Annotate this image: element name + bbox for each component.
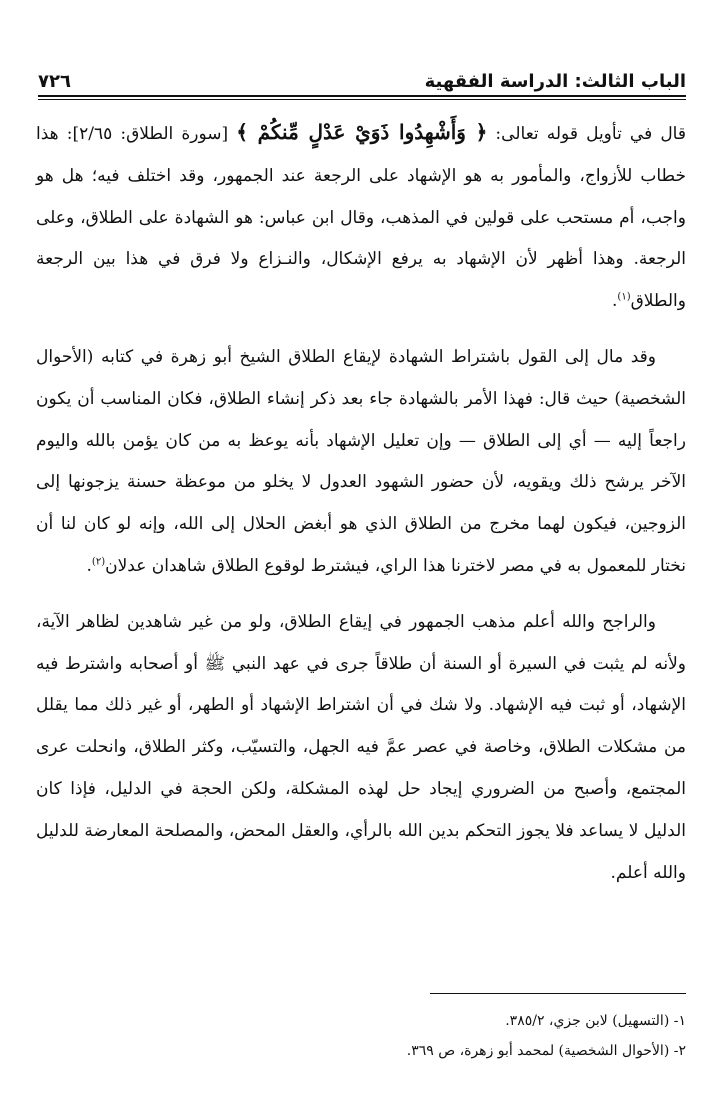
header-rule (38, 95, 686, 97)
paragraph-3 (36, 602, 686, 895)
footnote-2: ٢- (الأحوال الشخصية) لمحمد أبو زهرة، ص ٣٦٩. (406, 1043, 686, 1059)
paragraph-2 (36, 337, 686, 588)
footnote-separator (430, 993, 686, 994)
header-rule-thin (38, 99, 686, 100)
page-header (38, 58, 686, 92)
footnote-ref-2[interactable]: (٢) (91, 556, 106, 568)
chapter-title: الباب الثالث: الدراسة الفقهية (424, 71, 686, 92)
footnote-1: ١- (التسهيل) لابن جزي، ٣٨٥/٢. (505, 1013, 686, 1029)
footnotes (36, 1006, 686, 1066)
body-text (36, 112, 686, 908)
paragraph-2-end: . (86, 555, 92, 576)
paragraph-1 (36, 112, 686, 323)
paragraph-2-body: وقد مال إلى القول باشتراط الشهادة لإيقاع الطلاق الشيخ أبو زهرة في كتابه (الأحوال الشخصية) حيث قال: فهذا الأمر بالشهادة جاء بعد ذكر إنشاء الطلاق، فكان المناسب أن يكون راجعاً إليه — أي إلى الطلاق — وإن تعليل الإشهاد بأنه يوعظ به من كان يؤمن بالله واليوم الآخر يرشح ذلك ويقويه، لأن حضور الشهود العدول لا يخلو من موعظة حسنة يزجونها إلى الزوجين، فيكون لهما مخرج من الطلاق الذي هو أبغض الحلال إلى الله، وإنه لو كان لنا أن نختار للمعمول به في مصر لاخترنا هذا الراي، فيشترط لوقوع الطلاق شاهدان عدلان (36, 346, 686, 576)
footnote-ref-1[interactable]: (١) (617, 291, 631, 303)
paragraph-3-body: والراجح والله أعلم مذهب الجمهور في إيقاع الطلاق، ولو من غير شاهدين لظاهر الآية، ولأنه لم يثبت في السيرة أو السنة أن طلاقاً جرى في عهد النبي ﷺ أو أصحابه واشترط فيه الإشهاد، أو ثبت فيه الإشهاد. ولا شك في أن اشتراط الإشهاد أو الطهر، أو غير ذلك مما يقلل من مشكلات الطلاق، وخاصة في عصر عمَّ فيه الجهل، والتسيّب، وكثر الطلاق، وانحلت عرى المجتمع، وأصبح من الضروري إيجاد حل لهذه المشكلة، ولكن الحجة في الدليل، فإذا كان الدليل لا يساعد فلا يجوز التحكم بدين الله بالرأي، والعقل المحض، والمصلحة المعارضة للدليل والله أعلم. (36, 611, 686, 883)
paragraph-1-intro: قال في تأويل قوله تعالى: (487, 124, 686, 144)
page-number: ٧٢٦ (38, 71, 71, 92)
paragraph-1-end: . (612, 291, 618, 312)
paragraph-1-body: [سورة الطلاق: ٢/٦٥]: هذا خطاب للأزواج، والمأمور به هو الإشهاد على الرجعة عند الجمهور، وقد اختلف فيه؛ هل هو واجب، أم مستحب على قولين في المذهب، وقال ابن عباس: هو الشهادة على الطلاق، وعلى الرجعة. وهذا أظهر لأن الإشهاد به يرفع الإشكال، والنـزاع ولا فرق في هذا بين الرجعة والطلاق (36, 124, 686, 312)
quran-verse: ﴿ وَأَشْهِدُوا ذَوَيْ عَدْلٍ مِّنكُمْ ﴾ (236, 120, 488, 144)
